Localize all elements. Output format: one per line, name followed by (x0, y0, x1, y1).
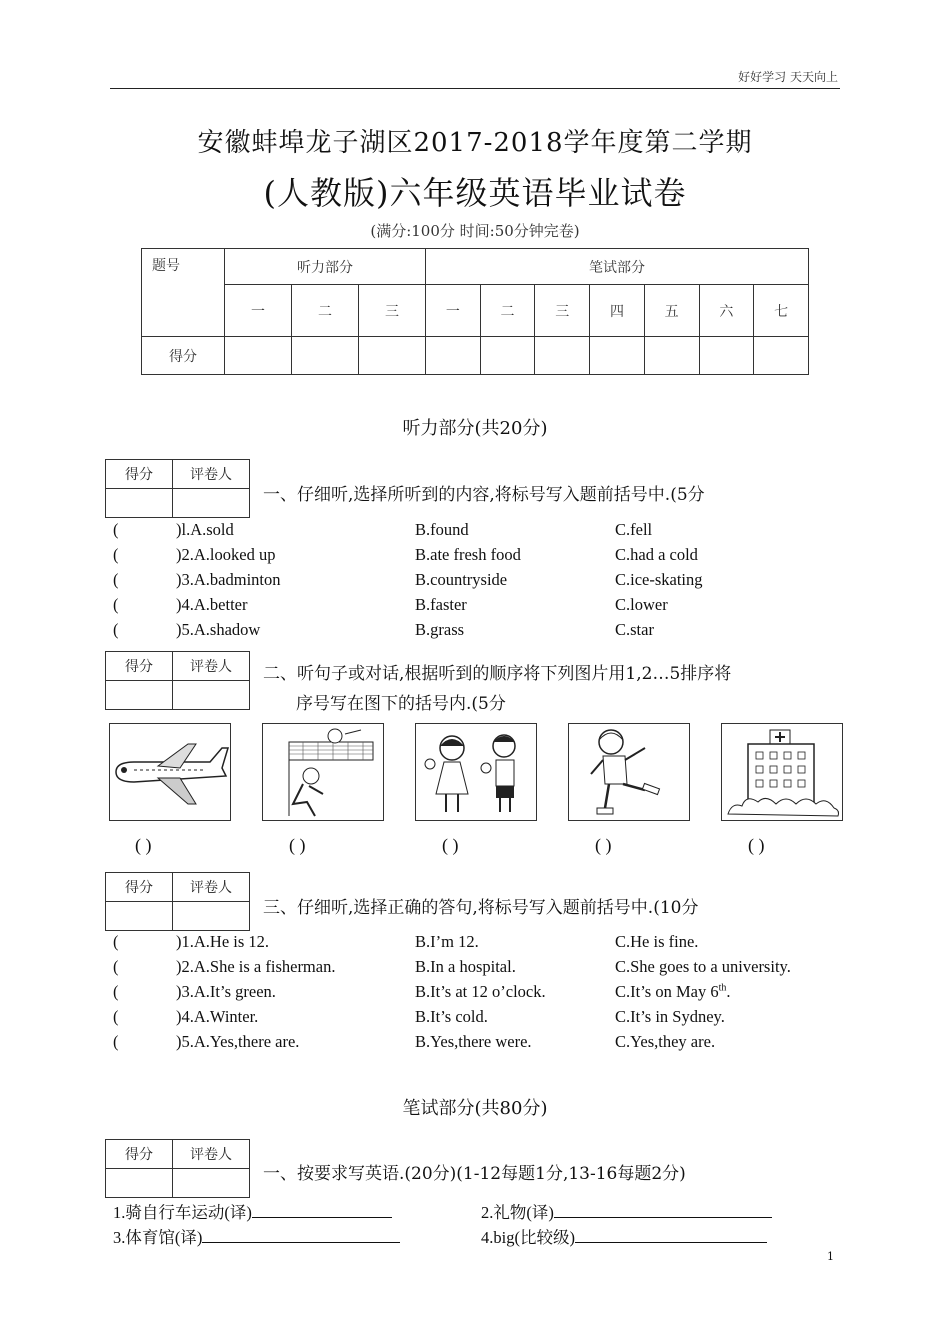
translation-prompt: 1.骑自行车运动(译) (113, 1203, 252, 1222)
score-cell[interactable] (699, 337, 754, 375)
listening-part1-heading: 一、仔细听,选择所听到的内容,将标号写入题前括号中.(5分 (263, 485, 705, 505)
option-c: C.Yes,they are. (615, 1032, 716, 1051)
option-a: )1.A.He is 12. (176, 932, 270, 951)
question-row (113, 957, 833, 982)
grader-score-label: 得分 (106, 460, 173, 489)
option-c-end: . (726, 982, 731, 1001)
translation-prompt: 2.礼物(译) (481, 1203, 554, 1222)
badminton-icon (263, 724, 383, 820)
option-c: C.fell (615, 520, 653, 539)
order-bracket[interactable]: ( ) (289, 835, 306, 855)
written-section-title: 笔试部分(共80分) (402, 1098, 548, 1119)
answer-paren[interactable]: ( (113, 520, 119, 539)
grader-box (105, 651, 250, 710)
score-table-col: 二 (480, 285, 535, 337)
score-cell[interactable] (644, 337, 699, 375)
option-c: C.It’s in Sydney. (615, 1007, 725, 1026)
score-table-listening-label: 听力部分 (225, 249, 426, 285)
answer-blank[interactable] (252, 1203, 392, 1218)
listening-part3-heading: 三、仔细听,选择正确的答句,将标号写入题前括号中.(10分 (263, 898, 699, 918)
score-table-question-label: 题号 (142, 249, 225, 337)
score-cell[interactable] (480, 337, 535, 375)
airplane-picture (109, 723, 231, 821)
answer-paren[interactable]: ( (113, 570, 119, 589)
grader-score-cell[interactable] (106, 681, 173, 710)
grader-score-label: 得分 (106, 1140, 173, 1169)
answer-paren[interactable]: ( (113, 1007, 119, 1026)
option-a: )3.A.badminton (176, 570, 281, 589)
option-c: C.had a cold (615, 545, 698, 564)
score-cell[interactable] (754, 337, 809, 375)
translation-item (113, 1199, 392, 1223)
option-c: C.ice-skating (615, 570, 703, 589)
score-table-col: 六 (699, 285, 754, 337)
option-a: )4.A.Winter. (176, 1007, 259, 1026)
grader-name-cell[interactable] (173, 489, 250, 518)
answer-paren[interactable]: ( (113, 545, 119, 564)
option-a: )l.A.sold (176, 520, 234, 539)
question-row (113, 1032, 833, 1057)
answer-paren[interactable]: ( (113, 595, 119, 614)
translation-item (481, 1224, 767, 1248)
score-cell[interactable] (535, 337, 590, 375)
score-table-col: 二 (292, 285, 359, 337)
score-table-col: 一 (225, 285, 292, 337)
option-b: B.I’m 12. (415, 932, 479, 951)
option-a: )5.A.shadow (176, 620, 261, 639)
option-a: )3.A.It’s green. (176, 982, 276, 1001)
grader-name-label: 评卷人 (173, 460, 250, 489)
question-row (113, 1007, 833, 1032)
option-b: B.faster (415, 595, 467, 614)
exam-note: (满分:100分 时间:50分钟完卷) (370, 222, 580, 240)
header-motto: 好好学习 天天向上 (738, 70, 838, 84)
written-part1-heading: 一、按要求写英语.(20分)(1-12每题1分,13-16每题2分) (263, 1164, 686, 1184)
translation-prompt: 3.体育馆(译) (113, 1228, 203, 1247)
grader-score-label: 得分 (106, 873, 173, 902)
listening-part2-heading: 二、听句子或对话,根据听到的顺序将下列图片用1,2…5排序将 (263, 664, 732, 684)
listening-part1-list (113, 520, 833, 645)
grader-name-label: 评卷人 (173, 873, 250, 902)
answer-blank[interactable] (202, 1228, 400, 1243)
option-b: B.ate fresh food (415, 545, 521, 564)
score-table-col: 一 (426, 285, 481, 337)
answer-paren[interactable]: ( (113, 932, 119, 951)
option-b: B.Yes,there were. (415, 1032, 532, 1051)
grader-score-cell[interactable] (106, 902, 173, 931)
grader-name-cell[interactable] (173, 1169, 250, 1198)
exam-title-line1: 安徽蚌埠龙子湖区2017-2018学年度第二学期 (197, 128, 753, 158)
option-b: B.grass (415, 620, 465, 639)
listening-section-title: 听力部分(共20分) (402, 418, 548, 439)
answer-blank[interactable] (575, 1228, 767, 1243)
listening-part2-heading-cont: 序号写在图下的括号内.(5分 (296, 694, 506, 714)
question-row (113, 620, 833, 645)
grader-box (105, 1139, 250, 1198)
answer-paren[interactable]: ( (113, 1032, 119, 1051)
hospital-icon (722, 724, 842, 820)
answer-paren[interactable]: ( (113, 957, 119, 976)
option-c: C.star (615, 620, 654, 639)
score-cell[interactable] (426, 337, 481, 375)
option-b: B.found (415, 520, 469, 539)
grader-box (105, 459, 250, 518)
order-bracket[interactable]: ( ) (135, 835, 152, 855)
listening-part3-list (113, 932, 833, 1057)
exam-title-line2: (人教版)六年级英语毕业试卷 (263, 174, 687, 212)
score-table (141, 248, 809, 375)
question-row (113, 520, 833, 545)
answer-paren[interactable]: ( (113, 620, 119, 639)
score-table-col: 四 (590, 285, 645, 337)
question-row (113, 982, 833, 1007)
translation-item (481, 1199, 772, 1223)
option-c: C.He is fine. (615, 932, 699, 951)
airplane-icon (110, 724, 230, 820)
score-table-col: 五 (644, 285, 699, 337)
option-b: B.It’s at 12 o’clock. (415, 982, 546, 1001)
skater-icon (569, 724, 689, 820)
grader-name-cell[interactable] (173, 902, 250, 931)
score-cell[interactable] (359, 337, 426, 375)
translation-item (113, 1224, 400, 1248)
option-b: B.It’s cold. (415, 1007, 488, 1026)
grader-name-label: 评卷人 (173, 652, 250, 681)
question-row (113, 595, 833, 620)
option-a: )2.A.She is a fisherman. (176, 957, 336, 976)
answer-blank[interactable] (554, 1203, 772, 1218)
ordinal-suffix: th (718, 982, 727, 994)
translation-prompt: 4.big(比较级) (481, 1228, 575, 1247)
question-row (113, 545, 833, 570)
hospital-picture (721, 723, 843, 821)
question-row (113, 570, 833, 595)
grader-score-cell[interactable] (106, 1169, 173, 1198)
grader-box (105, 872, 250, 931)
score-cell[interactable] (292, 337, 359, 375)
page-number: 1 (827, 1250, 834, 1263)
option-c: C.She goes to a university. (615, 957, 791, 976)
option-a: )4.A.better (176, 595, 248, 614)
order-bracket[interactable]: ( ) (748, 835, 765, 855)
header-rule (110, 88, 840, 89)
option-a: )5.A.Yes,there are. (176, 1032, 300, 1051)
score-table-score-label: 得分 (142, 337, 225, 375)
answer-paren[interactable]: ( (113, 982, 119, 1001)
score-cell[interactable] (590, 337, 645, 375)
score-table-col: 七 (754, 285, 809, 337)
grader-name-cell[interactable] (173, 681, 250, 710)
grader-score-label: 得分 (106, 652, 173, 681)
score-table-written-label: 笔试部分 (426, 249, 809, 285)
option-c: C.lower (615, 595, 668, 614)
badminton-picture (262, 723, 384, 821)
question-row (113, 932, 833, 957)
order-bracket[interactable]: ( ) (595, 835, 612, 855)
option-c-text: C.It’s on May 6 (615, 982, 719, 1001)
grader-score-cell[interactable] (106, 489, 173, 518)
option-a: )2.A.looked up (176, 545, 276, 564)
score-table-col: 三 (535, 285, 590, 337)
children-icon (416, 724, 536, 820)
score-cell[interactable] (225, 337, 292, 375)
score-table-col: 三 (359, 285, 426, 337)
option-b: B.In a hospital. (415, 957, 516, 976)
kids-apples-picture (415, 723, 537, 821)
order-bracket[interactable]: ( ) (442, 835, 459, 855)
option-b: B.countryside (415, 570, 508, 589)
option-c (615, 982, 731, 1002)
grader-name-label: 评卷人 (173, 1140, 250, 1169)
skating-picture (568, 723, 690, 821)
